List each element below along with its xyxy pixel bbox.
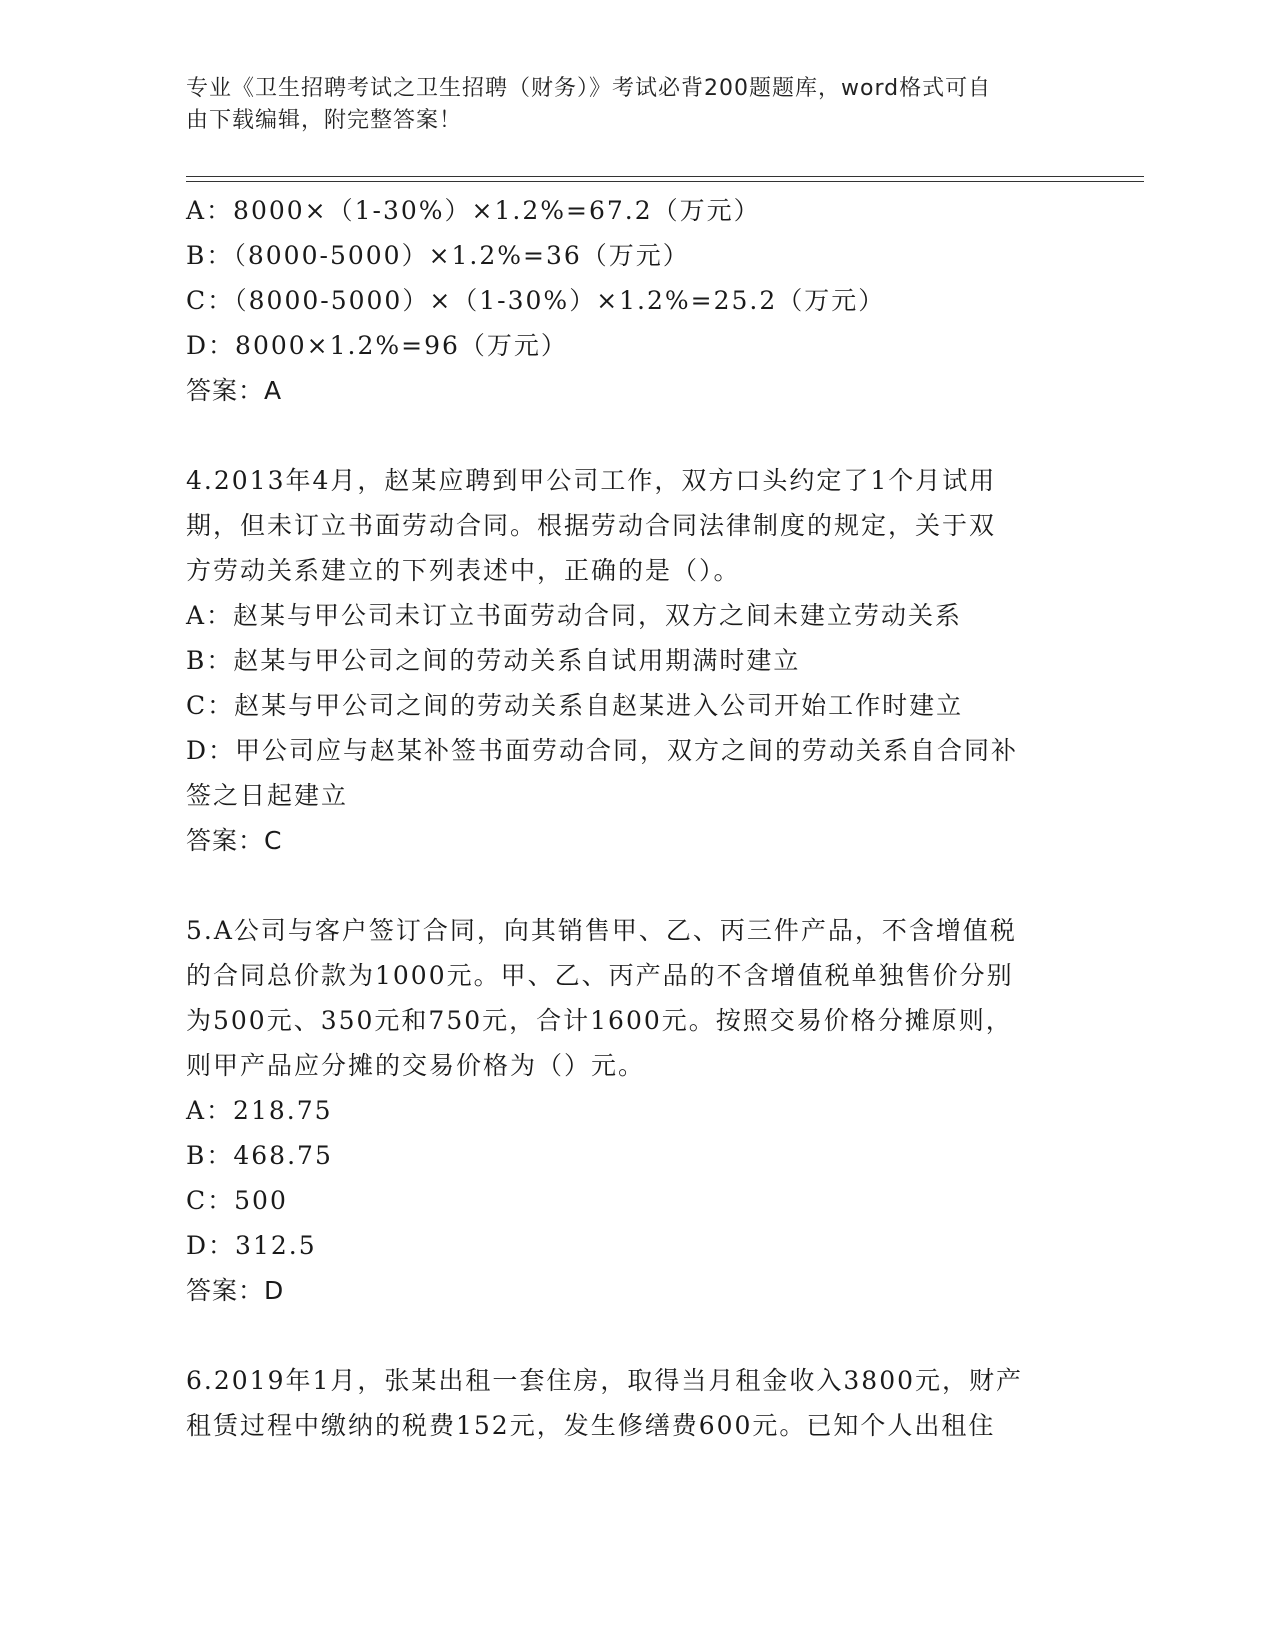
option-c: C：（8000-5000）×（1-30%）×1.2%=25.2（万元） — [186, 286, 886, 315]
spacer — [186, 413, 1086, 458]
option-d: D：312.5 — [186, 1231, 317, 1260]
option-a: A：218.75 — [186, 1096, 333, 1125]
option-b: B：（8000-5000）×1.2%=36（万元） — [186, 241, 690, 270]
header-line-2: 由下载编辑，附完整答案！ — [186, 108, 463, 133]
question-3-tail — [186, 188, 1086, 413]
question-stem: 租赁过程中缴纳的税费152元，发生修缮费600元。已知个人出租住 — [186, 1411, 996, 1440]
header-divider — [186, 176, 1144, 182]
question-stem: 4.2013年4月，赵某应聘到甲公司工作，双方口头约定了1个月试用 — [186, 466, 997, 495]
question-stem: 5.A公司与客户签订合同，向其销售甲、乙、丙三件产品，不含增值税 — [186, 916, 1017, 945]
option-b: B：赵某与甲公司之间的劳动关系自试用期满时建立 — [186, 646, 801, 675]
question-stem: 方劳动关系建立的下列表述中，正确的是（）。 — [186, 556, 741, 585]
question-6 — [186, 1358, 1086, 1448]
spacer — [186, 863, 1086, 908]
question-stem: 6.2019年1月，张某出租一套住房，取得当月租金收入3800元，财产 — [186, 1366, 1024, 1395]
question-stem: 为500元、350元和750元，合计1600元。按照交易价格分摊原则， — [186, 1006, 1013, 1035]
document-header — [186, 73, 1066, 137]
header-line-1: 专业《卫生招聘考试之卫生招聘（财务）》考试必背200题题库，word格式可自 — [186, 76, 992, 101]
question-4 — [186, 458, 1086, 863]
answer: 答案：D — [186, 1276, 285, 1305]
option-c: C：500 — [186, 1186, 288, 1215]
option-d-continued: 签之日起建立 — [186, 781, 349, 810]
option-d: D：8000×1.2%=96（万元） — [186, 331, 568, 360]
question-stem: 期，但未订立书面劳动合同。根据劳动合同法律制度的规定，关于双 — [186, 511, 997, 540]
question-stem: 则甲产品应分摊的交易价格为（）元。 — [186, 1051, 646, 1080]
question-stem: 的合同总价款为1000元。甲、乙、丙产品的不含增值税单独售价分别 — [186, 961, 1014, 990]
answer: 答案：A — [186, 376, 283, 405]
question-5 — [186, 908, 1086, 1313]
option-b: B：468.75 — [186, 1141, 333, 1170]
option-c: C：赵某与甲公司之间的劳动关系自赵某进入公司开始工作时建立 — [186, 691, 964, 720]
document-body — [186, 188, 1086, 1448]
answer: 答案：C — [186, 826, 283, 855]
option-d: D：甲公司应与赵某补签书面劳动合同，双方之间的劳动关系自合同补 — [186, 736, 1019, 765]
option-a: A：赵某与甲公司未订立书面劳动合同，双方之间未建立劳动关系 — [186, 601, 963, 630]
option-a: A：8000×（1-30%）×1.2%=67.2（万元） — [186, 196, 761, 225]
spacer — [186, 1313, 1086, 1358]
